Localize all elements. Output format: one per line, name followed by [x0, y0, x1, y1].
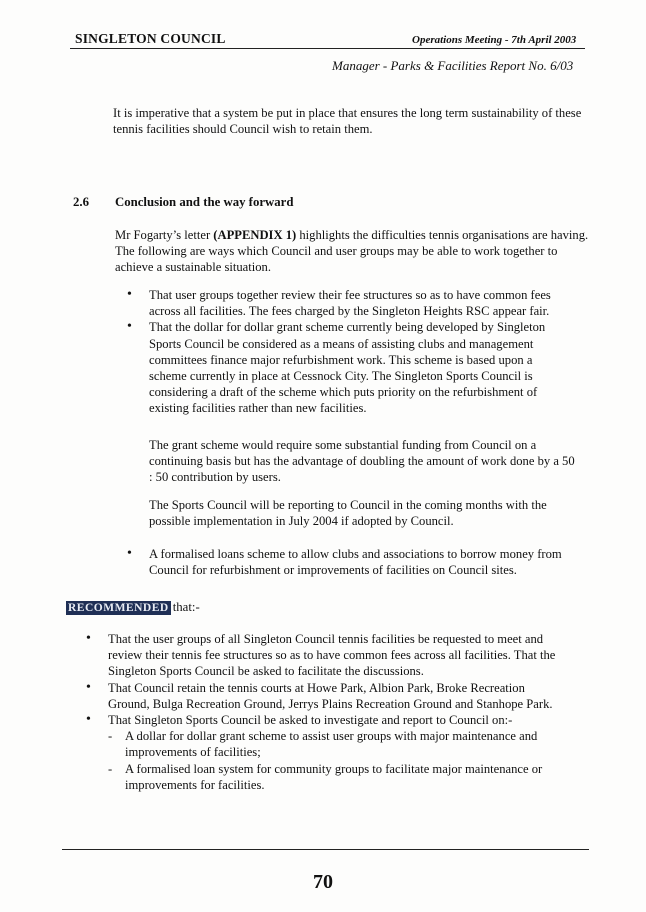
bullet-text: That user groups together review their fee structures so as to have common fees across all facilities. The fees charged by the Singleton Heights RSC appear fair. [149, 288, 551, 319]
recommended-label: RECOMMENDED [68, 602, 169, 614]
sub-list [108, 728, 566, 793]
list-item [127, 319, 567, 416]
grant-paragraph: The grant scheme would require some substantial funding from Council on a continuing basis but has the advantage of doubling the amount of work done by a 50 : 50 contribution by users. [149, 438, 575, 485]
header-rule [70, 48, 585, 49]
page-number: 70 [313, 871, 333, 893]
bullet-icon: • [127, 287, 132, 302]
way-forward-list [127, 287, 567, 417]
bullet-icon: • [86, 679, 91, 695]
bullet-text: A formalised loans scheme to allow clubs and associations to borrow money from Council for refurbishment or improvements of facilities on Council sites. [149, 547, 562, 578]
recommended-heading [66, 600, 200, 615]
sub-list-item [108, 761, 566, 793]
dash-icon: - [108, 729, 113, 744]
recommendations-list [86, 631, 566, 793]
bullet-icon: • [127, 319, 132, 335]
list-item [86, 680, 566, 712]
bullet-icon: • [86, 712, 91, 728]
intro-paragraph: It is imperative that a system be put in place that ensures the long term sustainability of these tennis facilities should Council wish to retain them. [113, 106, 582, 137]
list-item [86, 631, 566, 680]
header-report-number: Manager - Parks & Facilities Report No. 6/03 [332, 58, 574, 73]
list-item [86, 712, 566, 793]
sub-item-text: A dollar for dollar grant scheme to assist user groups with major maintenance and improvements of facilities; [125, 729, 538, 760]
dash-icon: - [108, 761, 113, 776]
sub-item-text: A formalised loan system for community groups to facilitate major maintenance or improvements for facilities. [125, 761, 543, 792]
bullet-text: That the dollar for dollar grant scheme currently being developed by Singleton Sports Council be considered as a means of assisting clubs and management committees finance major refurbishment work. This scheme is based upon a scheme currently in place at Cessnock City. The Singleton Sports Council is considering a draft of the scheme which puts priority on the refurbishment of existing facilities rather than new facilities. [149, 320, 546, 416]
bullet-icon: • [127, 546, 132, 561]
sports-council-paragraph: The Sports Council will be reporting to Council in the coming months with the possible implementation in July 2004 if adopted by Council. [149, 498, 547, 529]
header-meeting: Operations Meeting - 7th April 2003 [412, 34, 577, 46]
recommendation-text: That Council retain the tennis courts at Howe Park, Albion Park, Broke Recreation Ground, Bulga Recreation Ground, Jerrys Plains Recreation Ground and Stanhope Park. [108, 680, 553, 711]
section-title: Conclusion and the way forward [115, 195, 294, 209]
recommended-suffix: that:- [172, 600, 200, 614]
header-organisation: SINGLETON COUNCIL [75, 31, 226, 46]
recommendation-text: That Singleton Sports Council be asked to investigate and report to Council on:- [108, 713, 513, 728]
section-number: 2.6 [73, 195, 89, 209]
section-paragraph [115, 227, 595, 276]
bullet-icon: • [86, 631, 91, 646]
appendix-reference: (APPENDIX 1) [213, 228, 297, 242]
section-para-after: highlights the difficulties tennis organisations are having. The following are ways which Council and user groups may be able to work together to achieve a sustainable situation. [115, 228, 589, 275]
footer-rule [62, 849, 589, 850]
section-para-before: Mr Fogarty’s letter [115, 228, 214, 242]
list-item [127, 287, 567, 319]
recommendation-text: That the user groups of all Singleton Council tennis facilities be requested to meet and review their tennis fee structures so as to have common fees across all facilities. That the Singleton Sports Council be asked to facilitate the discussions. [108, 632, 556, 679]
loans-bullet [127, 546, 599, 578]
sub-list-item [108, 728, 566, 760]
